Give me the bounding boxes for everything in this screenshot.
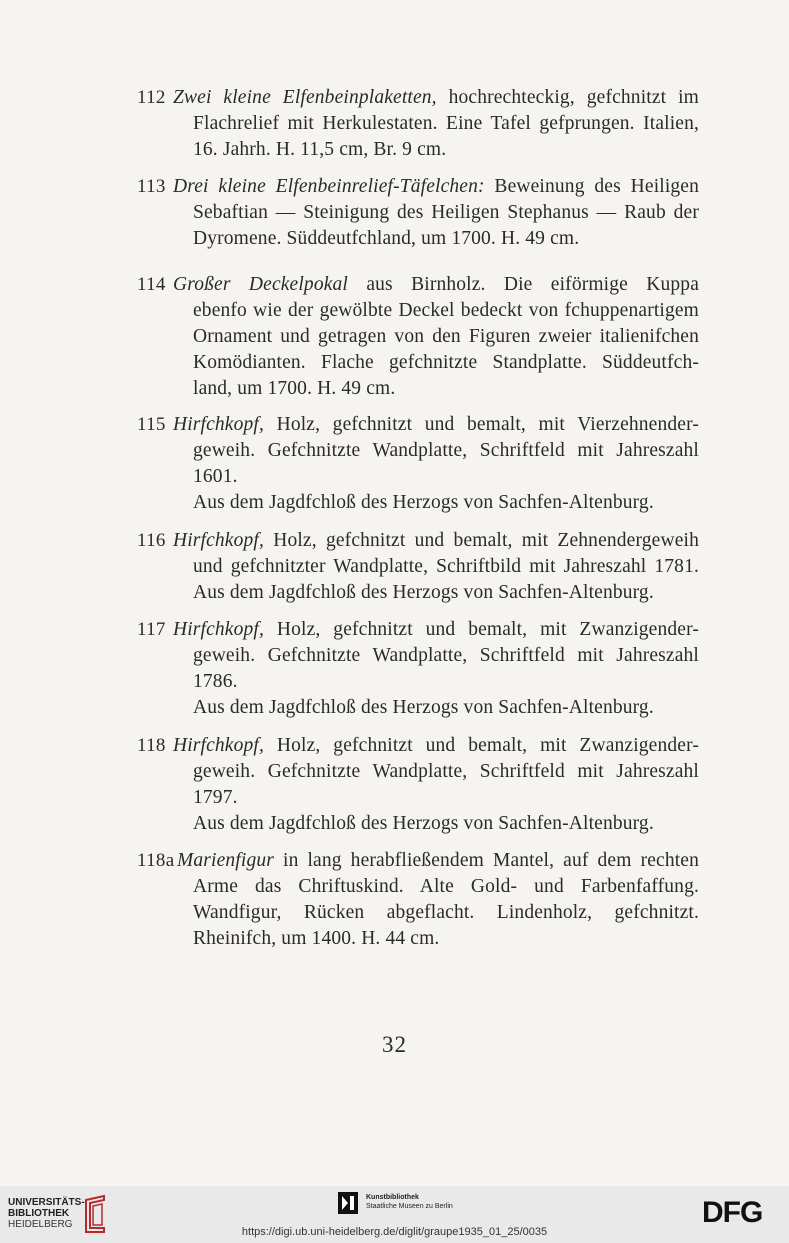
entry-line: geweih. Gefchnitzte Wandplatte, Schriftfeld mit Jahreszahl [193,761,699,782]
entry-first-text: Beweinung des Heiligen [484,176,699,197]
entry-number: 114 [137,274,166,295]
kunstbibliothek-label [366,1193,453,1211]
entry-first-line [137,412,699,438]
entry-line: Aus dem Jagdfchloß des Herzogs von Sachfen-Altenburg. [193,582,654,603]
kunstbibliothek-logo-icon[interactable] [338,1192,358,1214]
entry-line: Flachrelief mit Herkulestaten. Eine Tafel gefprungen. Italien, [193,113,699,134]
entry-first-text: Holz, gefchnitzt und bemalt, mit Zehnendergeweih [264,530,699,551]
entry-number: 118 [137,735,166,756]
entry-line: Arme das Chriftuskind. Alte Gold- und Farbenfaffung. [193,876,699,897]
page-number: 32 [382,1032,407,1057]
entry-title: Hirfchkopf, [173,530,265,551]
kb-subtitle: Staatliche Museen zu Berlin [366,1203,453,1210]
entry-line: Aus dem Jagdfchloß des Herzogs von Sachfen-Altenburg. [193,697,654,718]
entry-title: Drei kleine Elfenbeinrelief-Täfelchen: [173,176,485,197]
entry-line: Komödianten. Flache gefchnitzte Standplatte. Süddeutfch- [193,352,699,373]
kb-mark-icon [338,1192,358,1214]
source-url-link[interactable]: https://digi.ub.uni-heidelberg.de/diglit/graupe1935_01_25/0035 [241,1226,548,1238]
entry-line: 1797. [193,787,238,808]
catalog-entry-113 [137,174,699,252]
catalog-entry-117 [137,617,699,721]
catalog-entry-114 [137,272,699,402]
entry-first-line [137,848,699,874]
entry-title: Marienfigur [177,850,274,871]
entry-line: Aus dem Jagdfchloß des Herzogs von Sachfen-Altenburg. [193,813,654,834]
entry-number: 113 [137,176,166,197]
logo-line: UNIVERSITÄTS- [8,1197,85,1208]
entry-title: Zwei kleine Elfenbeinplaketten, [173,87,437,108]
entry-line: ebenfo wie der gewölbte Deckel bedeckt von fchuppenartigem [193,300,699,321]
entry-title: Hirfchkopf, [173,414,265,435]
entry-first-text: Holz, gefchnitzt und bemalt, mit Zwanzigender- [264,619,699,640]
entry-line: geweih. Gefchnitzte Wandplatte, Schriftfeld mit Jahreszahl [193,440,699,461]
entry-first-text: Holz, gefchnitzt und bemalt, mit Zwanzigender- [264,735,699,756]
entry-first-text: Holz, gefchnitzt und bemalt, mit Vierzehnender- [264,414,699,435]
entry-number: 112 [137,87,166,108]
logo-line: BIBLIOTHEK [8,1208,70,1219]
catalog-entry-118 [137,733,699,837]
entry-title: Hirfchkopf, [173,735,265,756]
kb-name: Kunstbibliothek [366,1194,419,1201]
footer-bar [0,1186,789,1243]
entry-first-line [137,174,699,200]
entry-first-line [137,733,699,759]
entry-number: 117 [137,619,166,640]
entry-line: Ornament und getragen von den Figuren zweier italienifchen [193,326,699,347]
entry-first-line [137,272,699,298]
entry-number: 118a [137,850,175,871]
entry-line: Sebaftian — Steinigung des Heiligen Stephanus — Raub der [193,202,699,223]
entry-number: 115 [137,414,166,435]
entry-first-line [137,528,699,554]
entry-line: und gefchnitzter Wandplatte, Schriftbild mit Jahreszahl 1781. [193,556,699,577]
catalog-entry-116 [137,528,699,606]
entry-number: 116 [137,530,166,551]
logo-line: HEIDELBERG [8,1219,73,1230]
entry-line: geweih. Gefchnitzte Wandplatte, Schriftfeld mit Jahreszahl [193,645,699,666]
entry-line: 1601. [193,466,238,487]
entry-line: Rheinifch, um 1400. H. 44 cm. [193,928,440,949]
entry-title: Großer Deckelpokal [173,274,349,295]
entry-first-line [137,85,699,111]
entry-first-line [137,617,699,643]
entry-line: 16. Jahrh. H. 11,5 cm, Br. 9 cm. [193,139,447,160]
entry-first-text: in lang herabfließendem Mantel, auf dem rechten [273,850,699,871]
entry-title: Hirfchkopf, [173,619,265,640]
entry-first-text: aus Birnholz. Die eiförmige Kuppa [348,274,700,295]
entry-line: 1786. [193,671,238,692]
entry-line: Wandfigur, Rücken abgeflacht. Lindenholz, gefchnitzt. [193,902,699,923]
dfg-logo[interactable]: DFG [702,1196,763,1229]
catalog-entry-115 [137,412,699,516]
catalog-entry-118a [137,848,699,952]
entry-line: Aus dem Jagdfchloß des Herzogs von Sachfen-Altenburg. [193,492,654,513]
entry-first-text: hochrechteckig, gefchnitzt im [436,87,699,108]
entry-line: Dyromene. Süddeutfchland, um 1700. H. 49 cm. [193,228,580,249]
entry-line: land, um 1700. H. 49 cm. [193,378,396,399]
catalog-entry-112 [137,85,699,163]
